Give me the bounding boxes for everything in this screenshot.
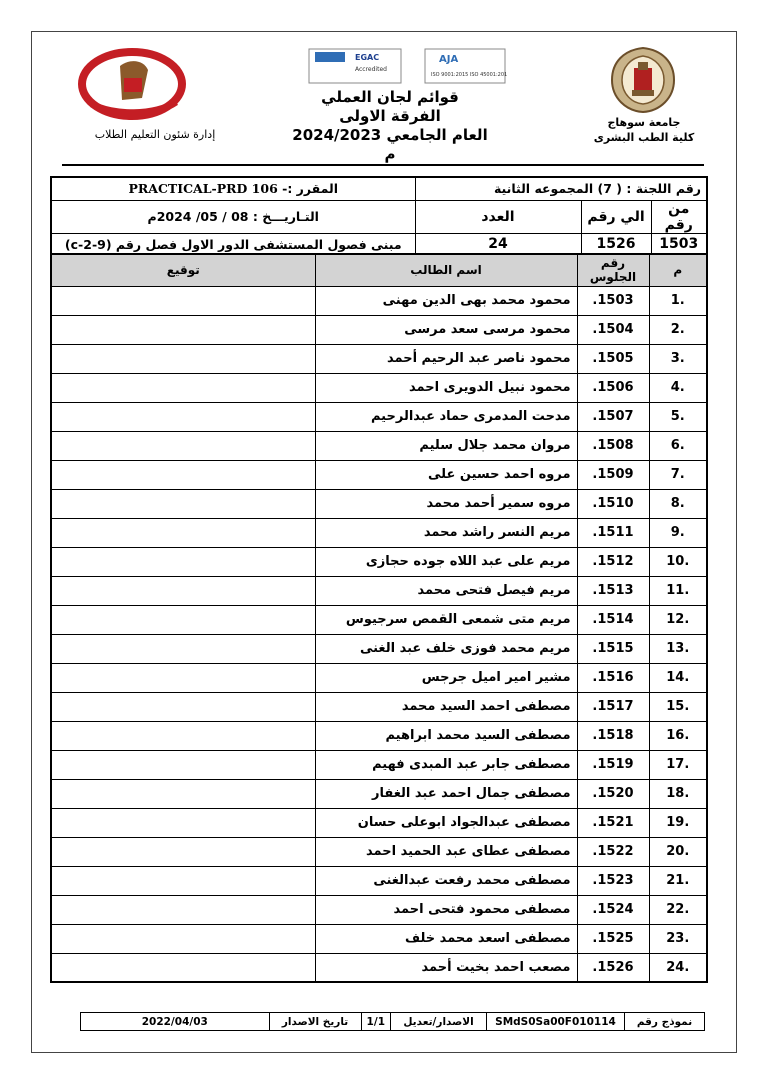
column-signature: توقيع bbox=[51, 254, 315, 286]
to-number-value: 1526 bbox=[581, 233, 651, 256]
row-seat-number: 1516. bbox=[577, 663, 649, 692]
row-signature bbox=[51, 402, 315, 431]
title-line-1: قوائم لجان العملي bbox=[321, 88, 459, 106]
row-student-name: مصطفى عبدالجواد ابوعلى حسان bbox=[315, 808, 577, 837]
egac-logo-text: EGAC bbox=[355, 53, 380, 62]
row-signature bbox=[51, 866, 315, 895]
row-index: .11 bbox=[649, 576, 707, 605]
row-index: .17 bbox=[649, 750, 707, 779]
students-table bbox=[50, 253, 708, 983]
row-signature bbox=[51, 663, 315, 692]
document-footer bbox=[80, 1012, 705, 1031]
course-code: PRACTICAL-PRD 106 bbox=[128, 181, 278, 197]
row-index: .20 bbox=[649, 837, 707, 866]
table-row bbox=[51, 286, 707, 315]
row-student-name: مصطفى جابر عبد المبدى فهيم bbox=[315, 750, 577, 779]
row-index: .8 bbox=[649, 489, 707, 518]
table-row bbox=[51, 895, 707, 924]
row-seat-number: 1519. bbox=[577, 750, 649, 779]
row-student-name: مصعب احمد بخيت أحمد bbox=[315, 953, 577, 982]
row-seat-number: 1508. bbox=[577, 431, 649, 460]
to-number-label: الي رقم bbox=[581, 200, 651, 233]
row-seat-number: 1511. bbox=[577, 518, 649, 547]
title-line-2: الفرقة الاولى bbox=[339, 107, 441, 125]
row-student-name: مشير امير اميل جرجس bbox=[315, 663, 577, 692]
from-number-value: 1503 bbox=[651, 233, 707, 256]
table-row bbox=[51, 518, 707, 547]
row-seat-number: 1523. bbox=[577, 866, 649, 895]
column-seat-number: رقم الجلوس bbox=[577, 254, 649, 286]
university-name: جامعة سوهاج bbox=[607, 116, 681, 129]
row-student-name: مصطفى محمد رفعت عبدالغنى bbox=[315, 866, 577, 895]
table-row bbox=[51, 721, 707, 750]
row-index: .21 bbox=[649, 866, 707, 895]
row-index: .15 bbox=[649, 692, 707, 721]
row-index: .6 bbox=[649, 431, 707, 460]
students-table-header bbox=[51, 254, 707, 286]
row-index: .19 bbox=[649, 808, 707, 837]
table-row bbox=[51, 837, 707, 866]
document-title bbox=[290, 88, 490, 164]
row-seat-number: 1526. bbox=[577, 953, 649, 982]
row-index: .16 bbox=[649, 721, 707, 750]
row-student-name: مريم محمد فوزى خلف عبد الغنى bbox=[315, 634, 577, 663]
row-student-name: مصطفى محمود فتحى احمد bbox=[315, 895, 577, 924]
row-signature bbox=[51, 721, 315, 750]
row-index: .18 bbox=[649, 779, 707, 808]
row-student-name: مصطفى جمال احمد عبد الغفار bbox=[315, 779, 577, 808]
row-signature bbox=[51, 431, 315, 460]
row-signature bbox=[51, 518, 315, 547]
course-label: المقرر :- bbox=[282, 181, 338, 197]
row-seat-number: 1507. bbox=[577, 402, 649, 431]
row-seat-number: 1517. bbox=[577, 692, 649, 721]
row-signature bbox=[51, 547, 315, 576]
row-signature bbox=[51, 953, 315, 982]
row-index: .1 bbox=[649, 286, 707, 315]
exam-date: التـاريـــخ : 08 / 05/ 2024م bbox=[51, 200, 415, 233]
row-index: .3 bbox=[649, 344, 707, 373]
course-cell bbox=[51, 177, 415, 200]
row-index: .13 bbox=[649, 634, 707, 663]
table-row bbox=[51, 460, 707, 489]
table-row bbox=[51, 431, 707, 460]
row-student-name: محمود محمد بهى الدين مهنى bbox=[315, 286, 577, 315]
table-row bbox=[51, 866, 707, 895]
row-index: .5 bbox=[649, 402, 707, 431]
row-signature bbox=[51, 924, 315, 953]
row-index: .24 bbox=[649, 953, 707, 982]
table-row bbox=[51, 634, 707, 663]
row-index: .9 bbox=[649, 518, 707, 547]
row-student-name: مروه سمير أحمد محمد bbox=[315, 489, 577, 518]
row-signature bbox=[51, 373, 315, 402]
row-signature bbox=[51, 460, 315, 489]
row-signature bbox=[51, 750, 315, 779]
row-index: .2 bbox=[649, 315, 707, 344]
table-row bbox=[51, 605, 707, 634]
table-row bbox=[51, 808, 707, 837]
egac-sub-text: Accredited bbox=[355, 66, 387, 73]
row-student-name: مريم على عبد اللاه جوده حجازى bbox=[315, 547, 577, 576]
row-index: .14 bbox=[649, 663, 707, 692]
row-signature bbox=[51, 286, 315, 315]
table-row bbox=[51, 953, 707, 982]
row-student-name: محمود مرسى سعد مرسى bbox=[315, 315, 577, 344]
table-row bbox=[51, 373, 707, 402]
row-seat-number: 1522. bbox=[577, 837, 649, 866]
row-student-name: مصطفى عطاى عبد الحميد احمد bbox=[315, 837, 577, 866]
aja-logo-text: AJA bbox=[439, 54, 459, 65]
version-value: 1/1 bbox=[361, 1013, 390, 1031]
table-row bbox=[51, 402, 707, 431]
row-seat-number: 1505. bbox=[577, 344, 649, 373]
table-row bbox=[51, 924, 707, 953]
faculty-name: كلية الطب البشرى bbox=[593, 131, 695, 144]
row-index: .23 bbox=[649, 924, 707, 953]
row-seat-number: 1503. bbox=[577, 286, 649, 315]
row-seat-number: 1524. bbox=[577, 895, 649, 924]
row-student-name: مروان محمد جلال سليم bbox=[315, 431, 577, 460]
row-signature bbox=[51, 808, 315, 837]
row-signature bbox=[51, 315, 315, 344]
row-seat-number: 1514. bbox=[577, 605, 649, 634]
row-index: .10 bbox=[649, 547, 707, 576]
row-index: .22 bbox=[649, 895, 707, 924]
row-seat-number: 1509. bbox=[577, 460, 649, 489]
title-line-3: العام الجامعي 2024/2023 م bbox=[292, 126, 488, 163]
row-student-name: مريم فيصل فتحى محمد bbox=[315, 576, 577, 605]
table-row bbox=[51, 576, 707, 605]
admin-department: إدارة شئون التعليم الطلاب bbox=[94, 128, 216, 141]
row-student-name: مصطفى اسعد محمد خلف bbox=[315, 924, 577, 953]
row-seat-number: 1515. bbox=[577, 634, 649, 663]
table-row bbox=[51, 779, 707, 808]
row-index: .4 bbox=[649, 373, 707, 402]
count-label: العدد bbox=[415, 200, 581, 233]
table-row bbox=[51, 344, 707, 373]
row-index: .7 bbox=[649, 460, 707, 489]
row-signature bbox=[51, 692, 315, 721]
row-student-name: مريم النسر راشد محمد bbox=[315, 518, 577, 547]
row-signature bbox=[51, 837, 315, 866]
committee-label: رقم اللجنة : ( 7) المجموعه الثانية bbox=[415, 177, 707, 200]
row-student-name: مدحت المدمرى حماد عبدالرحيم bbox=[315, 402, 577, 431]
version-label: الاصدار/تعديل bbox=[391, 1013, 487, 1031]
aja-sub-text: ISO 9001:2015 ISO 45001:2018 bbox=[431, 72, 507, 78]
form-number-label: نموذج رقم bbox=[625, 1013, 705, 1031]
from-number-label: من رقم bbox=[651, 200, 707, 233]
table-row bbox=[51, 489, 707, 518]
row-student-name: مصطفى السيد محمد ابراهيم bbox=[315, 721, 577, 750]
row-student-name: مصطفى احمد السيد محمد bbox=[315, 692, 577, 721]
table-row bbox=[51, 547, 707, 576]
committee-info-table bbox=[50, 176, 708, 257]
row-seat-number: 1521. bbox=[577, 808, 649, 837]
form-code: SMdS0Sa00F010114 bbox=[487, 1013, 625, 1031]
row-student-name: محمود ناصر عبد الرحيم أحمد bbox=[315, 344, 577, 373]
row-signature bbox=[51, 895, 315, 924]
table-row bbox=[51, 315, 707, 344]
university-crest-logo bbox=[604, 46, 682, 114]
certification-badges bbox=[307, 48, 507, 84]
row-signature bbox=[51, 489, 315, 518]
row-signature bbox=[51, 634, 315, 663]
issue-date-label: تاريخ الاصدار bbox=[269, 1013, 361, 1031]
count-value: 24 bbox=[415, 233, 581, 256]
row-student-name: مروه احمد حسين على bbox=[315, 460, 577, 489]
row-signature bbox=[51, 779, 315, 808]
row-signature bbox=[51, 605, 315, 634]
table-row bbox=[51, 692, 707, 721]
row-student-name: محمود نبيل الدويرى احمد bbox=[315, 373, 577, 402]
exam-location: مبنى فصول المستشفى الدور الاول فصل رقم (9-2-c) bbox=[51, 233, 415, 256]
table-row bbox=[51, 663, 707, 692]
row-seat-number: 1512. bbox=[577, 547, 649, 576]
row-seat-number: 1525. bbox=[577, 924, 649, 953]
row-seat-number: 1513. bbox=[577, 576, 649, 605]
issue-date: 2022/04/03 bbox=[81, 1013, 270, 1031]
row-student-name: مريم متى شمعى القمص سرجيوس bbox=[315, 605, 577, 634]
faculty-logo bbox=[72, 44, 188, 120]
row-signature bbox=[51, 576, 315, 605]
header-divider bbox=[62, 164, 704, 166]
column-index: م bbox=[649, 254, 707, 286]
row-seat-number: 1510. bbox=[577, 489, 649, 518]
row-seat-number: 1518. bbox=[577, 721, 649, 750]
row-signature bbox=[51, 344, 315, 373]
row-seat-number: 1506. bbox=[577, 373, 649, 402]
column-student-name: اسم الطالب bbox=[315, 254, 577, 286]
row-seat-number: 1504. bbox=[577, 315, 649, 344]
row-index: .12 bbox=[649, 605, 707, 634]
row-seat-number: 1520. bbox=[577, 779, 649, 808]
table-row bbox=[51, 750, 707, 779]
